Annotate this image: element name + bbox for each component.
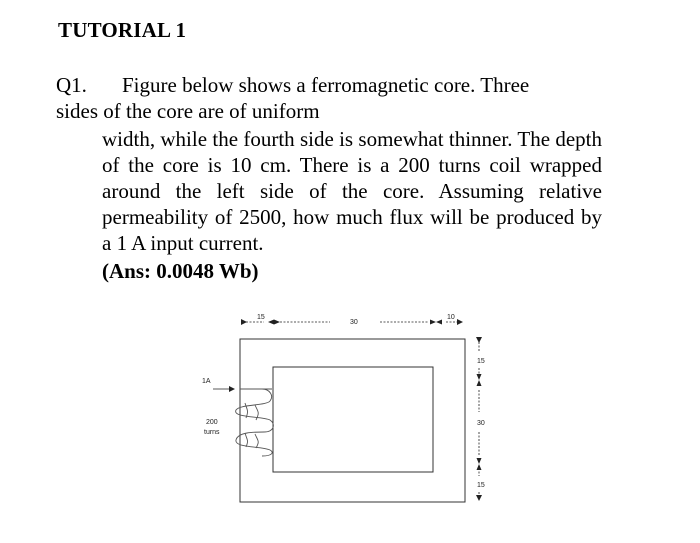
dim-right-middle: 30 [477, 420, 485, 427]
question-second-line: sides of the core are of uniform [56, 99, 320, 123]
question-line1-text: Figure below shows a ferromagnetic core. Three [122, 73, 530, 97]
answer: (Ans: 0.0048 Wb) [102, 259, 259, 283]
coil-winding [236, 389, 274, 456]
question-number: Q1. [56, 73, 87, 97]
tutorial-heading: TUTORIAL 1 [58, 18, 187, 42]
dim-right-top: 15 [477, 358, 485, 365]
core-outer-outline [240, 339, 465, 502]
dim-top-middle: 30 [350, 319, 358, 326]
coil-turns-unit: turns [204, 429, 220, 436]
core-window-outline [273, 367, 433, 472]
coil-turns-number: 200 [206, 419, 218, 426]
dim-right-bottom: 15 [477, 482, 485, 489]
current-label: 1A [202, 378, 211, 385]
question-body: width, while the fourth side is somewhat thinner. The depth of the core is 10 cm. There is a 200 turns coil wrapped around the left side of the core. Assuming relative permeability of 2500, how much flux will be produced by a 1 A input current. [102, 127, 602, 255]
dim-top-right: 10 [447, 314, 455, 321]
dim-top-left: 15 [257, 314, 265, 321]
